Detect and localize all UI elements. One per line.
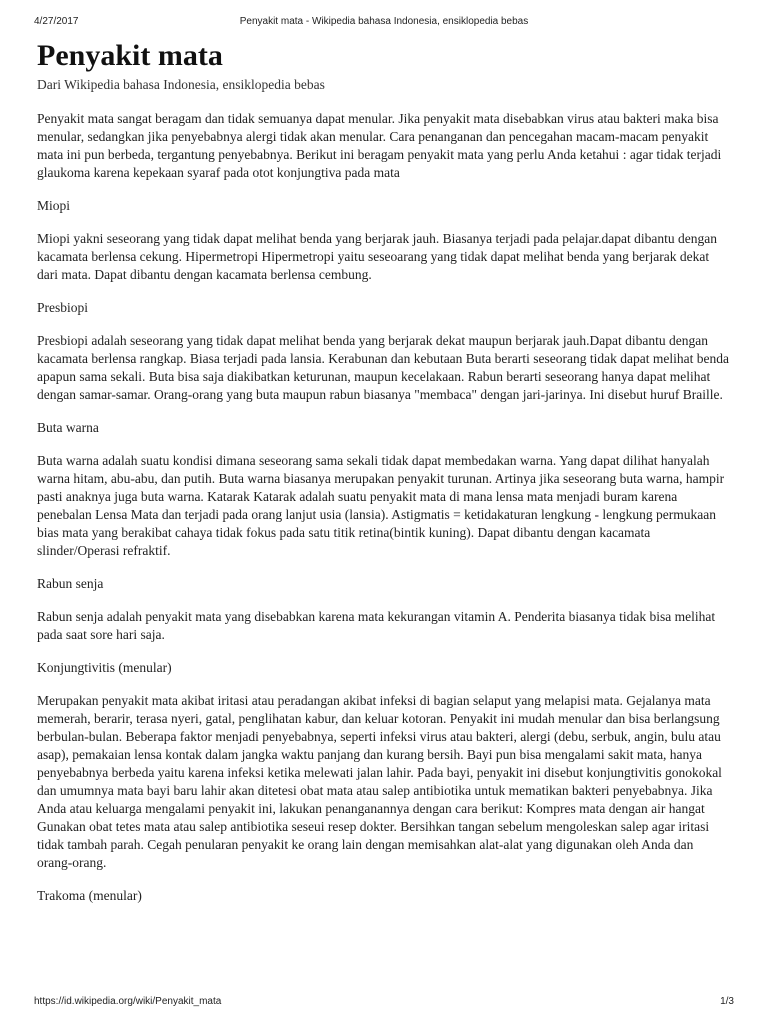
print-doc-title: Penyakit mata - Wikipedia bahasa Indonesia, ensiklopedia bebas — [239, 16, 529, 27]
section-heading-buta-warna: Buta warna — [37, 420, 99, 435]
intro-paragraph: Penyakit mata sangat beragam dan tidak semuanya dapat menular. Jika penyakit mata disebabkan virus atau bakteri maka bisa menular, sedangkan jika penyebabnya alergi tidak akan menular. Cara penanganan dan pencegahan macam-macam penyakit mata ini pun berbeda, tergantung penyebabnya. Berikut ini beragam penyakit mata yang perlu Anda ketahui : agar tidak terjadi glaukoma karena kepekaan syaraf pada otot konjungtiva pada mata — [37, 111, 722, 180]
section-text-konjungtivitis: Merupakan penyakit mata akibat iritasi atau peradangan akibat infeksi di bagian selaput yang melapisi mata. Gejalanya mata memerah, berarir, terasa nyeri, gatal, penglihatan kabur, dan keluar kotoran. Penyakit ini mudah menular dan bisa berlangsung berbulan-bulan. Beberapa faktor menjadi penyebabnya, seperti infeksi virus atau bakteri, alergi (debu, serbuk, angin, bulu atau asap), pemakaian lensa kontak dalam jangka waktu panjang dan kurang bersih. Bayi pun bisa mengalami sakit mata, hanya penyebabnya berbeda yaitu karena infeksi ketika melewati jalan lahir. Pada bayi, penyakit ini disebut konjungtivitis gonokokal dan umumnya mata bayi baru lahir akan ditetesi obat mata atau salep antibiotika untuk mematikan bakteri penyebabnya. Jika Anda atau keluarga mengalami penyakit ini, lakukan penanganannya dengan cara berikut: Kompres mata dengan air hangat Gunakan obat tetes mata atau salep antibiotika seseui resep dokter. Bersihkan tangan sebelum mengoleskan salep agar iritasi tidak tambah parah. Cegah penularan penyakit ke orang lain dengan memisahkan alat-alat yang digunakan oleh Anda dan orang-orang. — [37, 693, 722, 870]
print-header — [34, 16, 734, 30]
article-body — [37, 34, 731, 920]
print-footer — [34, 996, 734, 1010]
section-heading-presbiopi: Presbiopi — [37, 300, 89, 315]
section-heading-miopi: Miopi — [37, 198, 71, 213]
section-text-presbiopi: Presbiopi adalah seseorang yang tidak dapat melihat benda yang berjarak dekat maupun berjarak jauh.Dapat dibantu dengan kacamata berlensa rangkap. Biasa terjadi pada lansia. Kerabunan dan kebutaan Buta berarti seseorang tidak dapat melihat benda apapun sama sekali. Buta bisa saja diakibatkan keturunan, maupun kecelakaan. Rabun berarti seseorang hanya dapat melihat dengan samar-samar. Orang-orang yang buta maupun rabun biasanya "membaca" dengan jari-jarinya. Ini disebut huruf Braille. — [37, 333, 729, 402]
print-url: https://id.wikipedia.org/wiki/Penyakit_mata — [34, 996, 222, 1007]
section-heading-rabun-senja: Rabun senja — [37, 576, 104, 591]
section-heading-konjungtivitis: Konjungtivitis (menular) — [37, 660, 172, 675]
page-subtitle: Dari Wikipedia bahasa Indonesia, ensiklopedia bebas — [37, 77, 325, 92]
page-title: Penyakit mata — [37, 39, 223, 72]
section-text-miopi: Miopi yakni seseorang yang tidak dapat melihat benda yang berjarak jauh. Biasanya terjadi pada pelajar.dapat dibantu dengan kacamata berlensa cekung. Hipermetropi Hipermetropi yaitu seseoarang yang tidak dapat melihat benda yang berjarak dekat dari mata. Dapat dibantu dengan kacamata berlensa cembung. — [37, 231, 718, 282]
print-date: 4/27/2017 — [34, 16, 79, 27]
section-heading-trakoma: Trakoma (menular) — [37, 888, 142, 903]
page-number: 1/3 — [720, 996, 734, 1007]
section-text-buta-warna: Buta warna adalah suatu kondisi dimana seseorang sama sekali tidak dapat membedakan warna. Yang dapat dilihat hanyalah warna hitam, abu-abu, dan putih. Buta warna biasanya merupakan penyakit turunan. Artinya jika seseorang buta warna, hampir pasti anaknya juga buta warna. Katarak Katarak adalah suatu penyakit mata di mana lensa mata menjadi buram karena penebalan Lensa Mata dan terjadi pada orang lanjut usia (lansia). Astigmatis = ketidakaturan lengkung - lengkung permukaan bias mata yang berakibat cahaya tidak fokus pada satu titik retina(bintik kuning). Dapat dibantu dengan kacamata slinder/Operasi refraktif. — [37, 453, 725, 558]
section-text-rabun-senja: Rabun senja adalah penyakit mata yang disebabkan karena mata kekurangan vitamin A. Penderita biasanya tidak bisa melihat pada saat sore hari saja. — [37, 609, 716, 642]
